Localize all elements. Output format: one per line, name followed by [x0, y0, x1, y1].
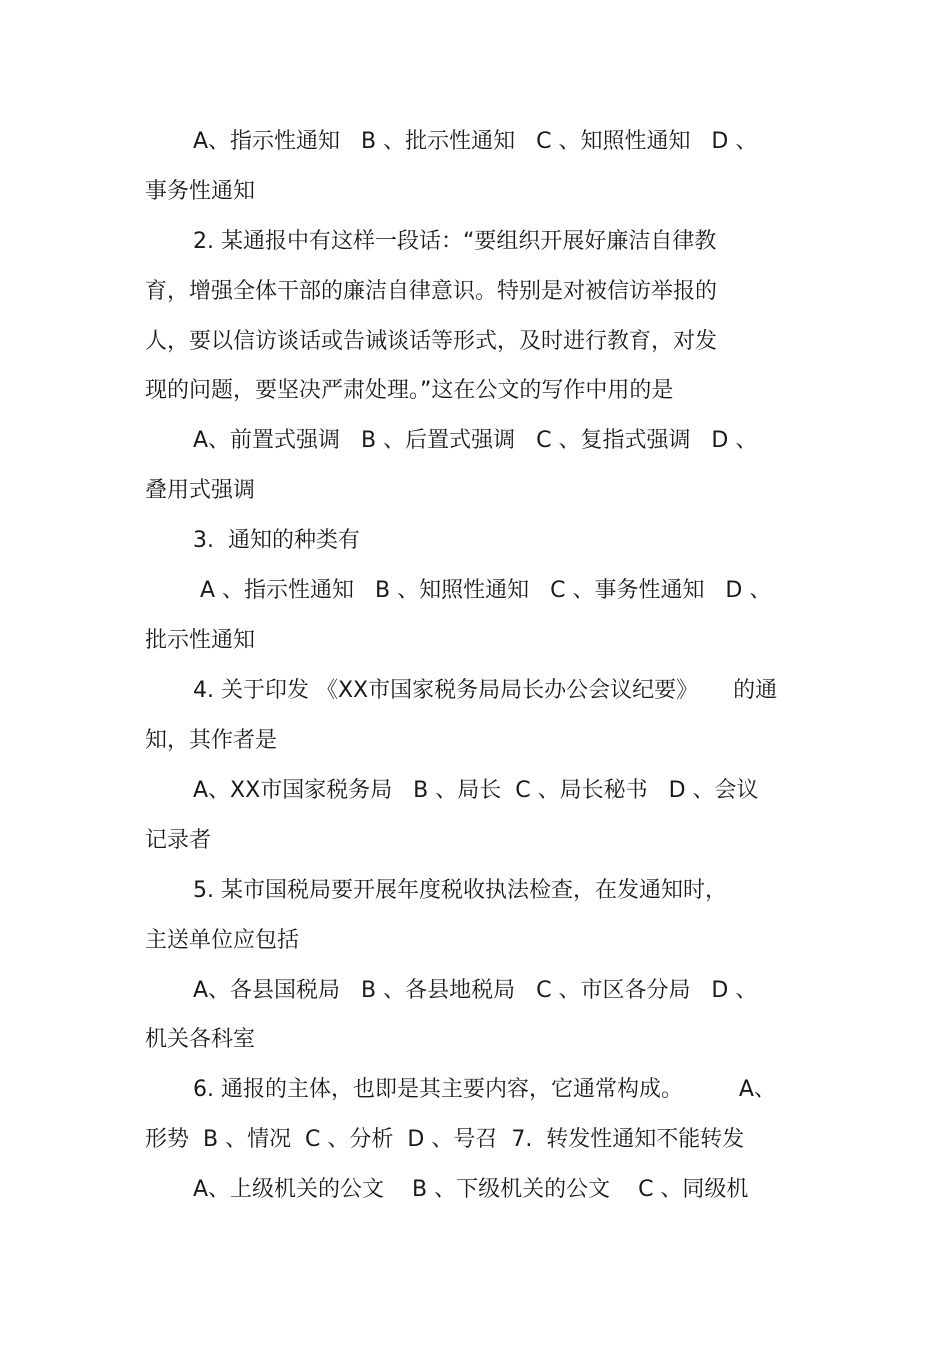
q2-options-continued: 叠用式强调 — [145, 478, 256, 503]
q4-question-line-2: 知，其作者是 — [145, 728, 278, 753]
q6-options-and-q7-line: 形势 B 、情况 C 、分析 D 、号召 7. 转发性通知不能转发 — [145, 1127, 745, 1152]
q4-question-line-1: 4. 关于印发 《XX市国家税务局局长办公会议纪要》 的通 — [193, 678, 778, 703]
q2-question-line-2: 育，增强全体干部的廉洁自律意识。特别是对被信访举报的 — [145, 279, 718, 304]
q2-question-line-1: 2. 某通报中有这样一段话：“要组织开展好廉洁自律教 — [193, 229, 717, 254]
q6-question-line: 6. 通报的主体，也即是其主要内容，它通常构成。 A、 — [193, 1077, 776, 1102]
q5-options-continued: 机关各科室 — [145, 1027, 256, 1052]
q5-options-line: A、各县国税局 B 、各县地税局 C 、市区各分局 D 、 — [193, 978, 758, 1003]
q5-question-line-1: 5. 某市国税局要开展年度税收执法检查，在发通知时， — [193, 878, 727, 903]
q3-options-line: A 、指示性通知 B 、知照性通知 C 、事务性通知 D 、 — [200, 578, 772, 603]
q4-options-continued: 记录者 — [145, 828, 212, 853]
q4-options-line: A、XX市国家税务局 B 、局长 C 、局长秘书 D 、会议 — [193, 778, 759, 803]
q1-options-line: A、指示性通知 B 、批示性通知 C 、知照性通知 D 、 — [193, 129, 758, 154]
q3-options-continued: 批示性通知 — [145, 628, 256, 653]
q5-question-line-2: 主送单位应包括 — [145, 928, 300, 953]
q2-question-line-3: 人，要以信访谈话或告诫谈话等形式，及时进行教育，对发 — [145, 329, 718, 354]
q2-question-line-4: 现的问题，要坚决严肃处理。”这在公文的写作中用的是 — [145, 378, 674, 403]
q1-options-continued: 事务性通知 — [145, 179, 256, 204]
q3-question: 3. 通知的种类有 — [193, 528, 360, 553]
q7-options-line: A、上级机关的公文 B 、下级机关的公文 C 、同级机 — [193, 1177, 749, 1202]
q2-options-line: A、前置式强调 B 、后置式强调 C 、复指式强调 D 、 — [193, 428, 758, 453]
